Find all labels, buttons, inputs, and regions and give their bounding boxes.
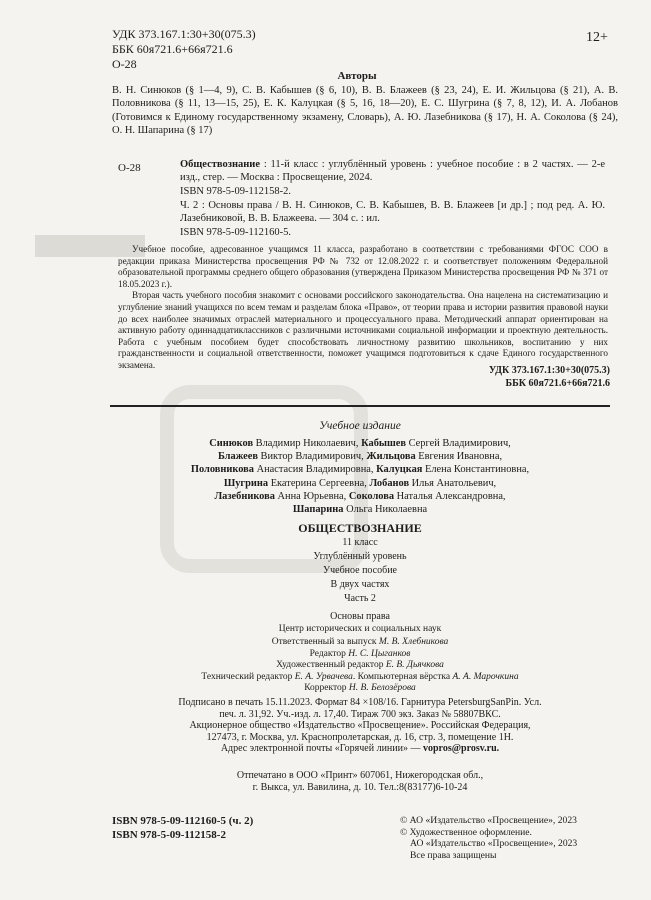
copyright-line: © АО «Издательство «Просвещение», 2023 — [400, 815, 577, 826]
credit-name: Н. В. Белозёрова — [348, 683, 416, 694]
age-rating: 12+ — [586, 30, 608, 45]
contributor-surname: Блажеев — [217, 451, 258, 463]
part-number: Часть 2 — [344, 593, 376, 604]
book-title: ОБЩЕСТВОЗНАНИЕ — [298, 521, 422, 535]
divider-line — [110, 405, 610, 407]
description-paragraph-2: Вторая часть учебного пособия знакомит с основами российского законодательства. Она нацелена на систематизацию и углубление знаний учащихся по всем темам и разделам блока «Право», от теории права и истории развития правовой науки до всех наиболее значимых отраслей материального и процессуального права. Методический аппарат ориентирован на активную работу одиннадцатиклассников с различными источниками социальной информации и проектную деятельность. Работа с учебным пособием будет способствовать личностному развитию школьников, воспитанию у них гражданственности и социальной ответственности, поможет учащимся подготовиться к сдаче Единого государственного экзамена. — [118, 290, 608, 370]
bbk-repeat: ББК 60я721.6+66я721.6 — [505, 378, 610, 389]
contributor-surname: Соколова — [348, 490, 395, 502]
description-paragraph-1: Учебное пособие, адресованное учащимся 11 класса, разработано в соответствии с требованиями ФГОС СОО в редакции приказа Министерства просвещения РФ № 732 от 12.08.2022 г. и соответствует положениям Федеральной образовательной программы среднего общего образования (утверждена Приказом Министерства просвещения РФ № 371 от 18.05.2023 г.). — [118, 244, 608, 289]
copyright-line: © Художественное оформление. — [400, 826, 532, 838]
credit-label: Корректор — [304, 683, 349, 694]
contributor-surname: Калуцкая — [376, 464, 423, 476]
udk-repeat: УДК 373.167.1:30+30(075.3) — [488, 365, 610, 376]
contributor-name: Наталья Александровна, — [394, 490, 506, 502]
part-title: Основы права — [330, 611, 390, 622]
print-block — [110, 697, 610, 755]
contributor-name: Анастасия Владимировна, — [253, 464, 377, 476]
credit-label: Редактор — [309, 648, 349, 659]
print-line: Подписано в печать 15.11.2023. Формат 84 ×108/16. Гарнитура PetersburgSanPin. Усл. — [178, 697, 542, 708]
copyright-block — [400, 815, 577, 861]
credit-name: М. В. Хлебникова — [378, 637, 449, 647]
email-label: Адрес электронной почты «Горячей линии» — — [220, 743, 423, 755]
parts: В двух частях — [330, 579, 390, 590]
copyright-line: АО «Издательство «Просвещение», 2023 — [410, 838, 578, 850]
contributor-name: Елена Константиновна, — [422, 464, 530, 476]
authors-list: В. Н. Синюков (§ 1—4, 9), С. В. Кабышев (§ 6, 10), В. В. Блажеев (§ 23, 24), Е. И. Жильцова (§ 21), А. В. Половникова (§ 11, 13—15, 25), Е. К. Калуцкая (§ 5, 16, 18—20), Е. С. Шугрина (§ 7, 8, 12), И. А. Лобанов (Готовимся к Единому государственному экзамену, Словарь), А. Ю. Лазебникова (§ 17), Н. А. Соколова (§ 24), О. Н. Шапарина (§ 17) — [112, 85, 618, 136]
center-name: Центр исторических и социальных наук — [278, 624, 442, 634]
isbn-part-2: ISBN 978-5-09-112160-5 (ч. 2) — [112, 815, 254, 827]
contributors-line-2 — [110, 450, 610, 463]
credit-label: Художественный редактор — [276, 660, 386, 671]
grade: 11 класс — [342, 537, 378, 548]
credit-proofreader — [110, 683, 610, 695]
udk-code: УДК 373.167.1:30+30(075.3) — [112, 27, 256, 41]
print-line: печ. л. 31,92. Уч.-изд. л. 17,40. Тираж 700 экз. Заказ № 58807ВКС. — [219, 708, 501, 720]
cutter-number: О-28 — [112, 57, 137, 71]
credit-tech-editor — [110, 672, 610, 684]
record-details: : 11-й класс : углублённый уровень : учебное пособие : в 2 частях. — 2-е изд., стер. — Москва : Просвещение, 2024. — [180, 159, 605, 184]
contributor-name: Ольга Николаевна — [343, 504, 428, 516]
credit-editor — [110, 649, 610, 661]
contributor-name: Сергей Владимирович, — [406, 438, 511, 449]
credit-label: . Компьютерная вёрстка — [352, 671, 453, 682]
contributor-name: Евгения Ивановна, — [415, 451, 503, 463]
record-cutter: О-28 — [118, 162, 141, 174]
contributors-line-1 — [110, 437, 610, 450]
edition-type: Учебное издание — [319, 420, 401, 432]
contributor-surname: Лобанов — [369, 477, 410, 489]
contributors-line-6 — [110, 503, 610, 516]
record-part: Ч. 2 : Основы права / В. Н. Синюков, С. В. Кабышев, В. В. Блажеев [и др.] ; под ред. А. Ю. Лазебниковой, В. В. Блажеева. — 304 с. : ил. — [180, 200, 605, 225]
printer-line: г. Выкса, ул. Вавилина, д. 10. Тел.:8(83177)6-10-24 — [252, 782, 468, 793]
printer-line: Отпечатано в ООО «Принт» 607061, Нижегородская обл., — [236, 770, 484, 781]
kind: Учебное пособие — [323, 565, 397, 576]
level: Углублённый уровень — [313, 551, 407, 562]
contributor-surname: Шугрина — [223, 477, 269, 489]
contributors-line-4 — [110, 477, 610, 490]
credit-art-editor — [110, 660, 610, 672]
contributor-surname: Синюков — [209, 438, 254, 449]
record-isbn-set: ISBN 978-5-09-112158-2. — [180, 186, 292, 197]
credit-responsible — [110, 637, 610, 649]
description — [118, 244, 608, 372]
contributor-surname: Кабышев — [361, 438, 407, 449]
contributors-block — [110, 437, 610, 516]
isbn-set: ISBN 978-5-09-112158-2 — [112, 829, 226, 841]
record-isbn-part: ISBN 978-5-09-112160-5. — [180, 227, 292, 238]
contributor-name: Виктор Владимирович, — [257, 451, 367, 463]
contributor-name: Владимир Николаевич, — [253, 438, 362, 449]
authors-heading: Авторы — [337, 70, 377, 82]
credit-name: Е. В. Дьячкова — [385, 660, 444, 671]
contributor-name: Екатерина Сергеевна, — [268, 477, 370, 489]
contributors-line-3 — [110, 463, 610, 476]
contributors-line-5 — [110, 490, 610, 503]
credits-block — [110, 637, 610, 695]
credit-label: Ответственный за выпуск — [271, 637, 379, 647]
copyright-line: Все права защищены — [410, 849, 497, 861]
contributor-name: Анна Юрьевна, — [274, 490, 349, 502]
contributor-surname: Лазебникова — [214, 490, 275, 502]
publisher-line: Акционерное общество «Издательство «Просвещение». Российская Федерация, — [189, 720, 531, 732]
contributor-name: Илья Анатольевич, — [409, 477, 497, 489]
publisher-line: 127473, г. Москва, ул. Краснопролетарская, д. 16, стр. 3, помещение 1Н. — [206, 731, 514, 743]
credit-label: Технический редактор — [201, 671, 295, 682]
contributor-surname: Половникова — [190, 464, 254, 476]
printer-block — [110, 770, 610, 794]
contributor-surname: Шапарина — [292, 504, 344, 516]
record-title: Обществознание — [180, 159, 261, 170]
email-line — [110, 743, 610, 755]
bbk-code: ББК 60я721.6+66я721.6 — [112, 42, 233, 56]
contributor-surname: Жильцова — [366, 451, 416, 463]
credit-name: А. А. Марочкина — [452, 671, 519, 682]
record-main — [180, 158, 605, 185]
credit-name: Е. А. Урвачева — [294, 671, 353, 682]
email-link[interactable]: vopros@prosv.ru. — [423, 743, 500, 755]
credit-name: Н. С. Цыганков — [348, 648, 411, 659]
